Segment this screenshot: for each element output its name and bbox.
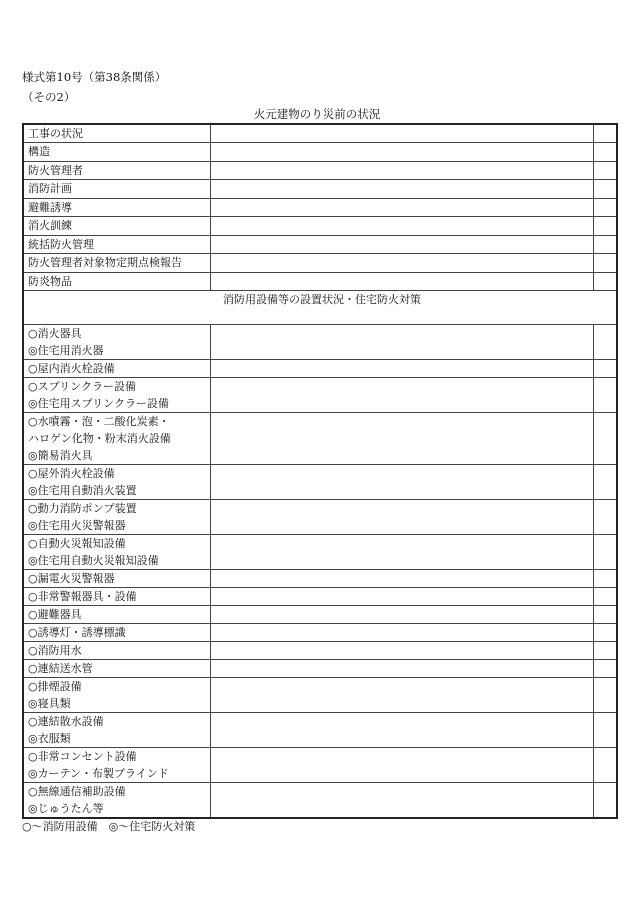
- entry-field[interactable]: [211, 217, 594, 236]
- equipment-label-line: ○連結散水設備: [28, 715, 104, 728]
- condition-row: [23, 180, 617, 199]
- legend-residential-measures: ◎～住宅防火対策: [108, 820, 196, 833]
- side-column-cell: [594, 124, 618, 143]
- equipment-row: [23, 748, 617, 783]
- row-label: [23, 678, 211, 713]
- side-column-cell: [594, 624, 618, 642]
- equipment-label-line: ○避難器具: [28, 608, 82, 621]
- entry-field[interactable]: [211, 254, 594, 273]
- entry-field[interactable]: [211, 500, 594, 535]
- equipment-label-line: ◎住宅用スプリンクラー設備: [28, 397, 169, 410]
- section-title: 消防用設備等の設置状況・住宅防火対策: [23, 291, 617, 325]
- equipment-label-line: ○スプリンクラー設備: [28, 380, 136, 393]
- legend: [22, 818, 195, 834]
- row-label: [23, 713, 211, 748]
- equipment-label-line: ○屋内消火栓設備: [28, 362, 115, 375]
- equipment-row: [23, 588, 617, 606]
- equipment-label-line: ○排煙設備: [28, 680, 82, 693]
- condition-row: [23, 217, 617, 236]
- side-column-cell: [594, 713, 618, 748]
- entry-field[interactable]: [211, 378, 594, 413]
- equipment-label-line: ◎カーテン・布製ブラインド: [28, 767, 169, 780]
- equipment-label-line: ○消火器具: [28, 327, 82, 340]
- row-label: 消防計画: [23, 180, 211, 199]
- equipment-label-line: ○無線通信補助設備: [28, 785, 126, 798]
- row-label: [23, 570, 211, 588]
- side-column-cell: [594, 535, 618, 570]
- equipment-row: [23, 360, 617, 378]
- equipment-label-line: ◎じゅうたん等: [28, 802, 104, 815]
- row-label: 統括防火管理: [23, 235, 211, 254]
- equipment-label-line: ○屋外消火栓設備: [28, 467, 115, 480]
- side-column-cell: [594, 325, 618, 360]
- form-sub-number: （その2）: [22, 90, 76, 104]
- equipment-label-line: ◎住宅用火災警報器: [28, 519, 126, 532]
- condition-row: [23, 161, 617, 180]
- entry-field[interactable]: [211, 413, 594, 465]
- equipment-label-line: ○動力消防ポンプ装置: [28, 502, 137, 515]
- row-label: [23, 500, 211, 535]
- row-label: [23, 325, 211, 360]
- side-column-cell: [594, 235, 618, 254]
- entry-field[interactable]: [211, 360, 594, 378]
- entry-field[interactable]: [211, 748, 594, 783]
- row-label: [23, 606, 211, 624]
- row-label: [23, 660, 211, 678]
- row-label: 防火管理者対象物定期点検報告: [23, 254, 211, 273]
- row-label: [23, 588, 211, 606]
- row-label: 防火管理者: [23, 161, 211, 180]
- condition-row: [23, 272, 617, 291]
- status-table: [22, 123, 618, 819]
- equipment-row: [23, 535, 617, 570]
- side-column-cell: [594, 606, 618, 624]
- row-label: [23, 378, 211, 413]
- side-column-cell: [594, 254, 618, 273]
- equipment-row: [23, 713, 617, 748]
- side-column-cell: [594, 360, 618, 378]
- row-label: [23, 783, 211, 819]
- row-label: 防炎物品: [23, 272, 211, 291]
- row-label: 構造: [23, 143, 211, 162]
- equipment-row: [23, 465, 617, 500]
- entry-field[interactable]: [211, 570, 594, 588]
- section-header-row: [23, 291, 617, 325]
- equipment-row: [23, 678, 617, 713]
- row-label: [23, 748, 211, 783]
- row-label: 消火訓練: [23, 217, 211, 236]
- form-title: 火元建物のり災前の状況: [253, 107, 381, 121]
- equipment-label-line: ○漏電火災警報器: [28, 572, 115, 585]
- entry-field[interactable]: [211, 588, 594, 606]
- equipment-row: [23, 624, 617, 642]
- side-column-cell: [594, 748, 618, 783]
- row-label: [23, 624, 211, 642]
- equipment-label-line: ハロゲン化物・粉末消火設備: [28, 432, 171, 445]
- equipment-label-line: ○消防用水: [28, 644, 82, 657]
- entry-field[interactable]: [211, 143, 594, 162]
- entry-field[interactable]: [211, 660, 594, 678]
- equipment-label-line: ○誘導灯・誘導標識: [28, 626, 126, 639]
- condition-row: [23, 124, 617, 143]
- entry-field[interactable]: [211, 535, 594, 570]
- entry-field[interactable]: [211, 161, 594, 180]
- side-column-cell: [594, 161, 618, 180]
- condition-row: [23, 198, 617, 217]
- side-column-cell: [594, 588, 618, 606]
- equipment-row: [23, 500, 617, 535]
- condition-row: [23, 143, 617, 162]
- side-column-cell: [594, 570, 618, 588]
- equipment-label-line: ○水噴霧・泡・二酸化炭素・: [28, 415, 170, 428]
- side-column-cell: [594, 217, 618, 236]
- equipment-row: [23, 325, 617, 360]
- form-number: 様式第10号（第38条関係）: [22, 70, 167, 84]
- equipment-label-line: ○自動火災報知設備: [28, 537, 126, 550]
- row-label: [23, 413, 211, 465]
- equipment-row: [23, 570, 617, 588]
- equipment-label-line: ◎簡易消火具: [28, 449, 93, 462]
- side-column-cell: [594, 783, 618, 819]
- equipment-label-line: ◎住宅用消火器: [28, 344, 104, 357]
- row-label: 避難誘導: [23, 198, 211, 217]
- condition-row: [23, 254, 617, 273]
- entry-field[interactable]: [211, 325, 594, 360]
- row-label: [23, 535, 211, 570]
- entry-field[interactable]: [211, 642, 594, 660]
- entry-field[interactable]: [211, 465, 594, 500]
- side-column-cell: [594, 198, 618, 217]
- row-label: 工事の状況: [23, 124, 211, 143]
- side-column-cell: [594, 678, 618, 713]
- equipment-label-line: ◎衣服類: [28, 732, 71, 745]
- equipment-row: [23, 642, 617, 660]
- side-column-cell: [594, 642, 618, 660]
- side-column-cell: [594, 180, 618, 199]
- entry-field[interactable]: [211, 624, 594, 642]
- equipment-label-line: ◎住宅用自動消火装置: [28, 484, 137, 497]
- entry-field[interactable]: [211, 678, 594, 713]
- equipment-row: [23, 606, 617, 624]
- legend-fire-equipment: ○～消防用設備: [22, 820, 98, 833]
- condition-row: [23, 235, 617, 254]
- equipment-row: [23, 660, 617, 678]
- equipment-label-line: ◎住宅用自動火災報知設備: [28, 554, 159, 567]
- equipment-label-line: ◎寝具類: [28, 697, 71, 710]
- equipment-row: [23, 378, 617, 413]
- entry-field[interactable]: [211, 713, 594, 748]
- entry-field[interactable]: [211, 124, 594, 143]
- side-column-cell: [594, 272, 618, 291]
- entry-field[interactable]: [211, 235, 594, 254]
- side-column-cell: [594, 413, 618, 465]
- equipment-label-line: ○非常コンセント設備: [28, 750, 137, 763]
- entry-field[interactable]: [211, 606, 594, 624]
- equipment-row: [23, 413, 617, 465]
- row-label: [23, 642, 211, 660]
- row-label: [23, 465, 211, 500]
- side-column-cell: [594, 143, 618, 162]
- equipment-row: [23, 783, 617, 819]
- side-column-cell: [594, 500, 618, 535]
- equipment-label-line: ○非常警報器具・設備: [28, 590, 137, 603]
- side-column-cell: [594, 378, 618, 413]
- entry-field[interactable]: [211, 272, 594, 291]
- row-label: [23, 360, 211, 378]
- side-column-cell: [594, 465, 618, 500]
- equipment-label-line: ○連結送水管: [28, 662, 93, 675]
- entry-field[interactable]: [211, 198, 594, 217]
- side-column-cell: [594, 660, 618, 678]
- entry-field[interactable]: [211, 180, 594, 199]
- entry-field[interactable]: [211, 783, 594, 819]
